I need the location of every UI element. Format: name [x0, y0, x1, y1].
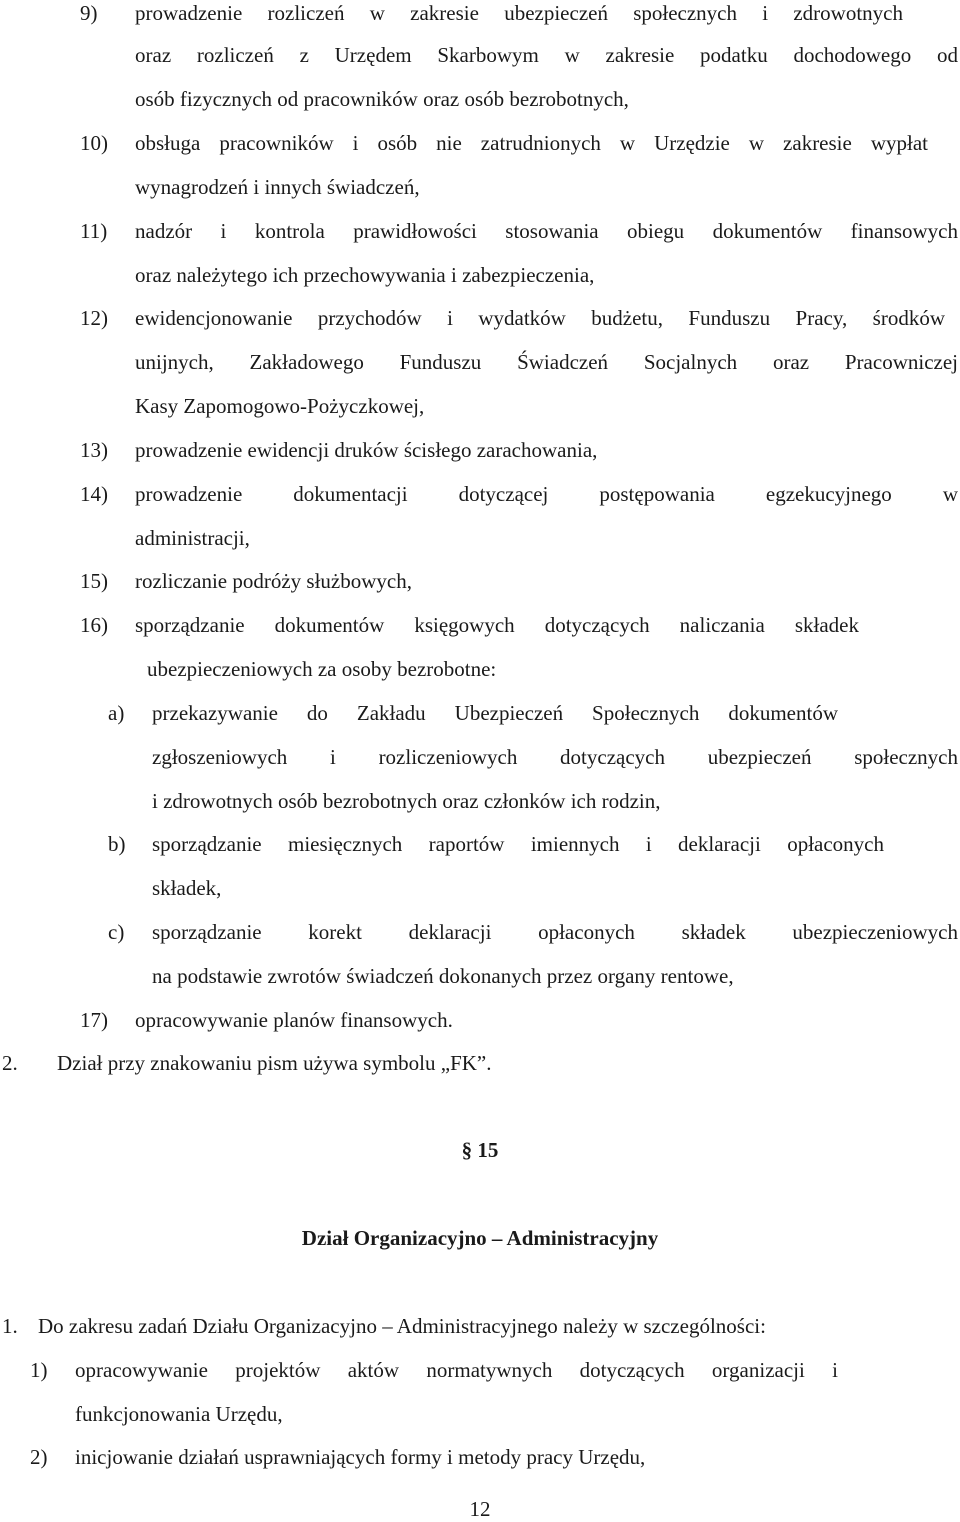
paragraph-text: Do zakresu zadań Działu Organizacyjno – Administracyjnego należy w szczególności: [38, 1314, 766, 1338]
list-item-text: ubezpieczeniowych za osoby bezrobotne: [147, 657, 497, 681]
list-item-text: prowadzenie rozliczeń w zakresie ubezpieczeń społecznych i zdrowotnych [135, 1, 903, 25]
sublist-item-text: składek, [152, 876, 222, 900]
list-item-text: oraz rozliczeń z Urzędem Skarbowym w zakresie podatku dochodowego od [135, 43, 958, 67]
sublist-letter: b) [108, 832, 126, 856]
list-item-text: oraz należytego ich przechowywania i zabezpieczenia, [135, 263, 595, 287]
sublist-letter: c) [108, 920, 125, 944]
list-item-text: administracji, [135, 526, 250, 550]
list-item-text: wynagrodzeń i innych świadczeń, [135, 175, 420, 199]
list-number: 17) [80, 1008, 108, 1032]
section-mark: § 15 [461, 1138, 499, 1162]
list-item-text: nadzór i kontrola prawidłowości stosowania obiegu dokumentów finansowych [135, 219, 958, 243]
list-item-text: funkcjonowania Urzędu, [75, 1402, 283, 1426]
list-item-text: opracowywanie projektów aktów normatywnych dotyczących organizacji i [75, 1358, 838, 1382]
list-number: 13) [80, 438, 108, 462]
list-item-text: unijnych, Zakładowego Funduszu Świadczeń Socjalnych oraz Pracowniczej [135, 350, 958, 374]
list-number: 2) [30, 1445, 48, 1469]
section-title: Dział Organizacyjno – Administracyjny [301, 1226, 659, 1250]
list-number: 12) [80, 306, 108, 330]
list-item-text: rozliczanie podróży służbowych, [135, 569, 412, 593]
list-number: 16) [80, 613, 108, 637]
list-number: 1) [30, 1358, 48, 1382]
list-item-text: obsługa pracowników i osób nie zatrudnionych w Urzędzie w zakresie wypłat [135, 131, 928, 155]
sublist-item-text: i zdrowotnych osób bezrobotnych oraz członków ich rodzin, [152, 789, 661, 813]
list-number: 9) [80, 1, 98, 25]
sublist-item-text: zgłoszeniowych i rozliczeniowych dotyczących ubezpieczeń społecznych [152, 745, 958, 769]
page-number: 12 [469, 1497, 491, 1521]
list-item-text: Kasy Zapomogowo-Pożyczkowej, [135, 394, 425, 418]
sublist-item-text: sporządzanie miesięcznych raportów imiennych i deklaracji opłaconych [152, 832, 884, 856]
list-number: 11) [80, 219, 108, 243]
list-number: 14) [80, 482, 108, 506]
list-item-text: ewidencjonowanie przychodów i wydatków budżetu, Funduszu Pracy, środków [135, 306, 945, 330]
sublist-item-text: sporządzanie korekt deklaracji opłaconych składek ubezpieczeniowych [152, 920, 958, 944]
sublist-item-text: na podstawie zwrotów świadczeń dokonanych przez organy rentowe, [152, 964, 734, 988]
list-item-text: sporządzanie dokumentów księgowych dotyczących naliczania składek [135, 613, 859, 637]
sublist-letter: a) [108, 701, 125, 725]
list-item-text: prowadzenie ewidencji druków ścisłego zarachowania, [135, 438, 598, 462]
list-number: 15) [80, 569, 108, 593]
list-item-text: prowadzenie dokumentacji dotyczącej postępowania egzekucyjnego w [135, 482, 958, 506]
list-item-text: osób fizycznych od pracowników oraz osób bezrobotnych, [135, 87, 629, 111]
paragraph-text: Dział przy znakowaniu pism używa symbolu „FK”. [57, 1051, 492, 1075]
list-number: 10) [80, 131, 108, 155]
list-item-text: inicjowanie działań usprawniających formy i metody pracy Urzędu, [75, 1445, 646, 1469]
sublist-item-text: przekazywanie do Zakładu Ubezpieczeń Społecznych dokumentów [152, 701, 838, 725]
paragraph-number: 2. [2, 1051, 18, 1075]
paragraph-number: 1. [2, 1314, 18, 1338]
list-item-text: opracowywanie planów finansowych. [135, 1008, 453, 1032]
